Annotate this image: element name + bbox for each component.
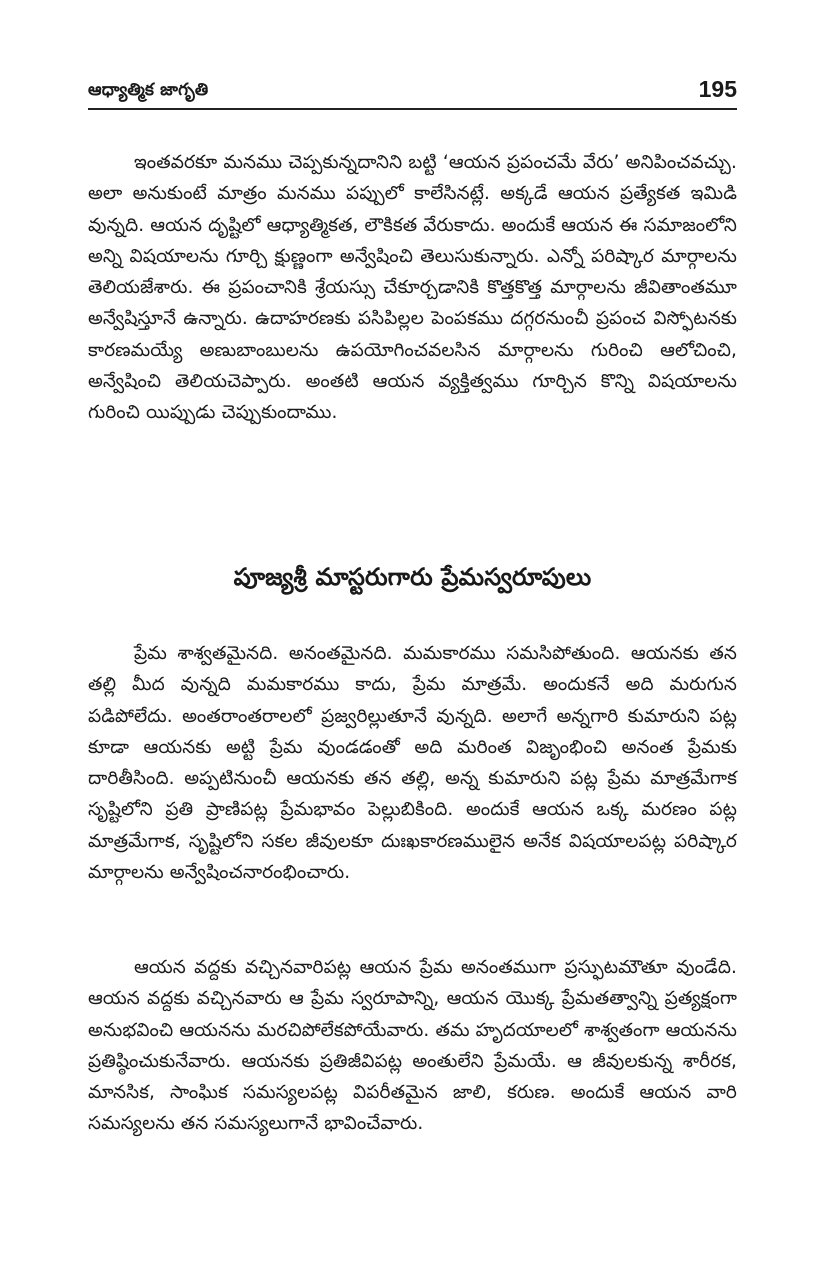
body-paragraph-3: ఆయన వద్దకు వచ్చినవారిపట్ల ఆయన ప్రేమ అనంతముగా ప్రస్ఫుటమౌతూ వుండేది. ఆయన వద్దకు వచ్చినవారు ఆ ప్రేమ స్వరూపాన్ని, ఆయన యొక్క ప్రేమతత్వాన్ని ప్రత్యక్షంగా అనుభవించి ఆయనను మరచిపోలేకపోయేవారు. తమ హృదయాలలో శాశ్వతంగా ఆయనను ప్రతిష్ఠించుకునేవారు. ఆయనకు ప్రతిజీవిపట్ల అంతులేని ప్రేమయే. ఆ జీవులకున్న శారీరక, మానసిక, సాంఘిక సమస్యలపట్ల విపరీతమైన జాలి, కరుణ. అందుకే ఆయన వారి సమస్యలను తన సమస్యలుగానే భావించేవారు. bbox=[88, 957, 737, 1135]
running-head: ఆధ్యాత్మిక జాగృతి bbox=[88, 80, 209, 100]
body-paragraph-2: ప్రేమ శాశ్వతమైనది. అనంతమైనది. మమకారము సమసిపోతుంది. ఆయనకు తన తల్లి మీద వున్నది మమకారము కాదు, ప్రేమ మాత్రమే. అందుకనే అది మరుగున పడిపోలేదు. అంతరాంతరాలలో ప్రజ్వరిల్లుతూనే వున్నది. అలాగే అన్నగారి కుమారుని పట్ల కూడా ఆయనకు అట్టి ప్రేమ వుండడంతో అది మరింత విజృంభించి అనంత ప్రేమకు దారితీసింది. అప్పటినుంచీ ఆయనకు తన తల్లి, అన్న కుమారుని పట్ల ప్రేమ మాత్రమేగాక సృష్టిలోని ప్రతి ప్రాణిపట్ల ప్రేమభావం పెల్లుబికింది. అందుకే ఆయన ఒక్క మరణం పట్ల మాత్రమేగాక, సృష్టిలోని సకల జీవులకూ దుఃఖకారణములైన అనేక విషయాలపట్ల పరిష్కార మార్గాలను అన్వేషించనారంభించారు. bbox=[88, 643, 737, 884]
page-header bbox=[88, 76, 737, 110]
section-heading: పూజ్యశ్రీ మాస్టరుగారు ప్రేమస్వరూపులు bbox=[233, 563, 592, 591]
body-paragraph-1: ఇంతవరకూ మనము చెప్పకున్నదానిని బట్టి ‘ఆయన ప్రపంచమే వేరు’ అనిపించవచ్చు. అలా అనుకుంటే మాత్రం మనము పప్పులో కాలేసినట్లే. అక్కడే ఆయన ప్రత్యేకత ఇమిడి వున్నది. ఆయన దృష్టిలో ఆధ్యాత్మికత, లౌకికత వేరుకాదు. అందుకే ఆయన ఈ సమాజంలోని అన్ని విషయాలను గూర్చి క్షుణ్ణంగా అన్వేషించి తెలుసుకున్నారు. ఎన్నో పరిష్కార మార్గాలను తెలియజేశారు. ఈ ప్రపంచానికి శ్రేయస్సు చేకూర్చడానికి కొత్తకొత్త మార్గాలను జీవితాంతమూ అన్వేషిస్తూనే ఉన్నారు. ఉదాహరణకు పసిపిల్లల పెంపకము దగ్గరనుంచీ ప్రపంచ విస్ఫోటనకు కారణమయ్యే అణుబాంబులను ఉపయోగించవలసిన మార్గాలను గురించి ఆలోచించి, అన్వేషించి తెలియచెప్పారు. అంతటి ఆయన వ్యక్తిత్వము గూర్చిన కొన్ని విషయాలను గురించి యిప్పుడు చెప్పుకుందాము. bbox=[88, 152, 737, 424]
page-number: 195 bbox=[698, 76, 737, 102]
